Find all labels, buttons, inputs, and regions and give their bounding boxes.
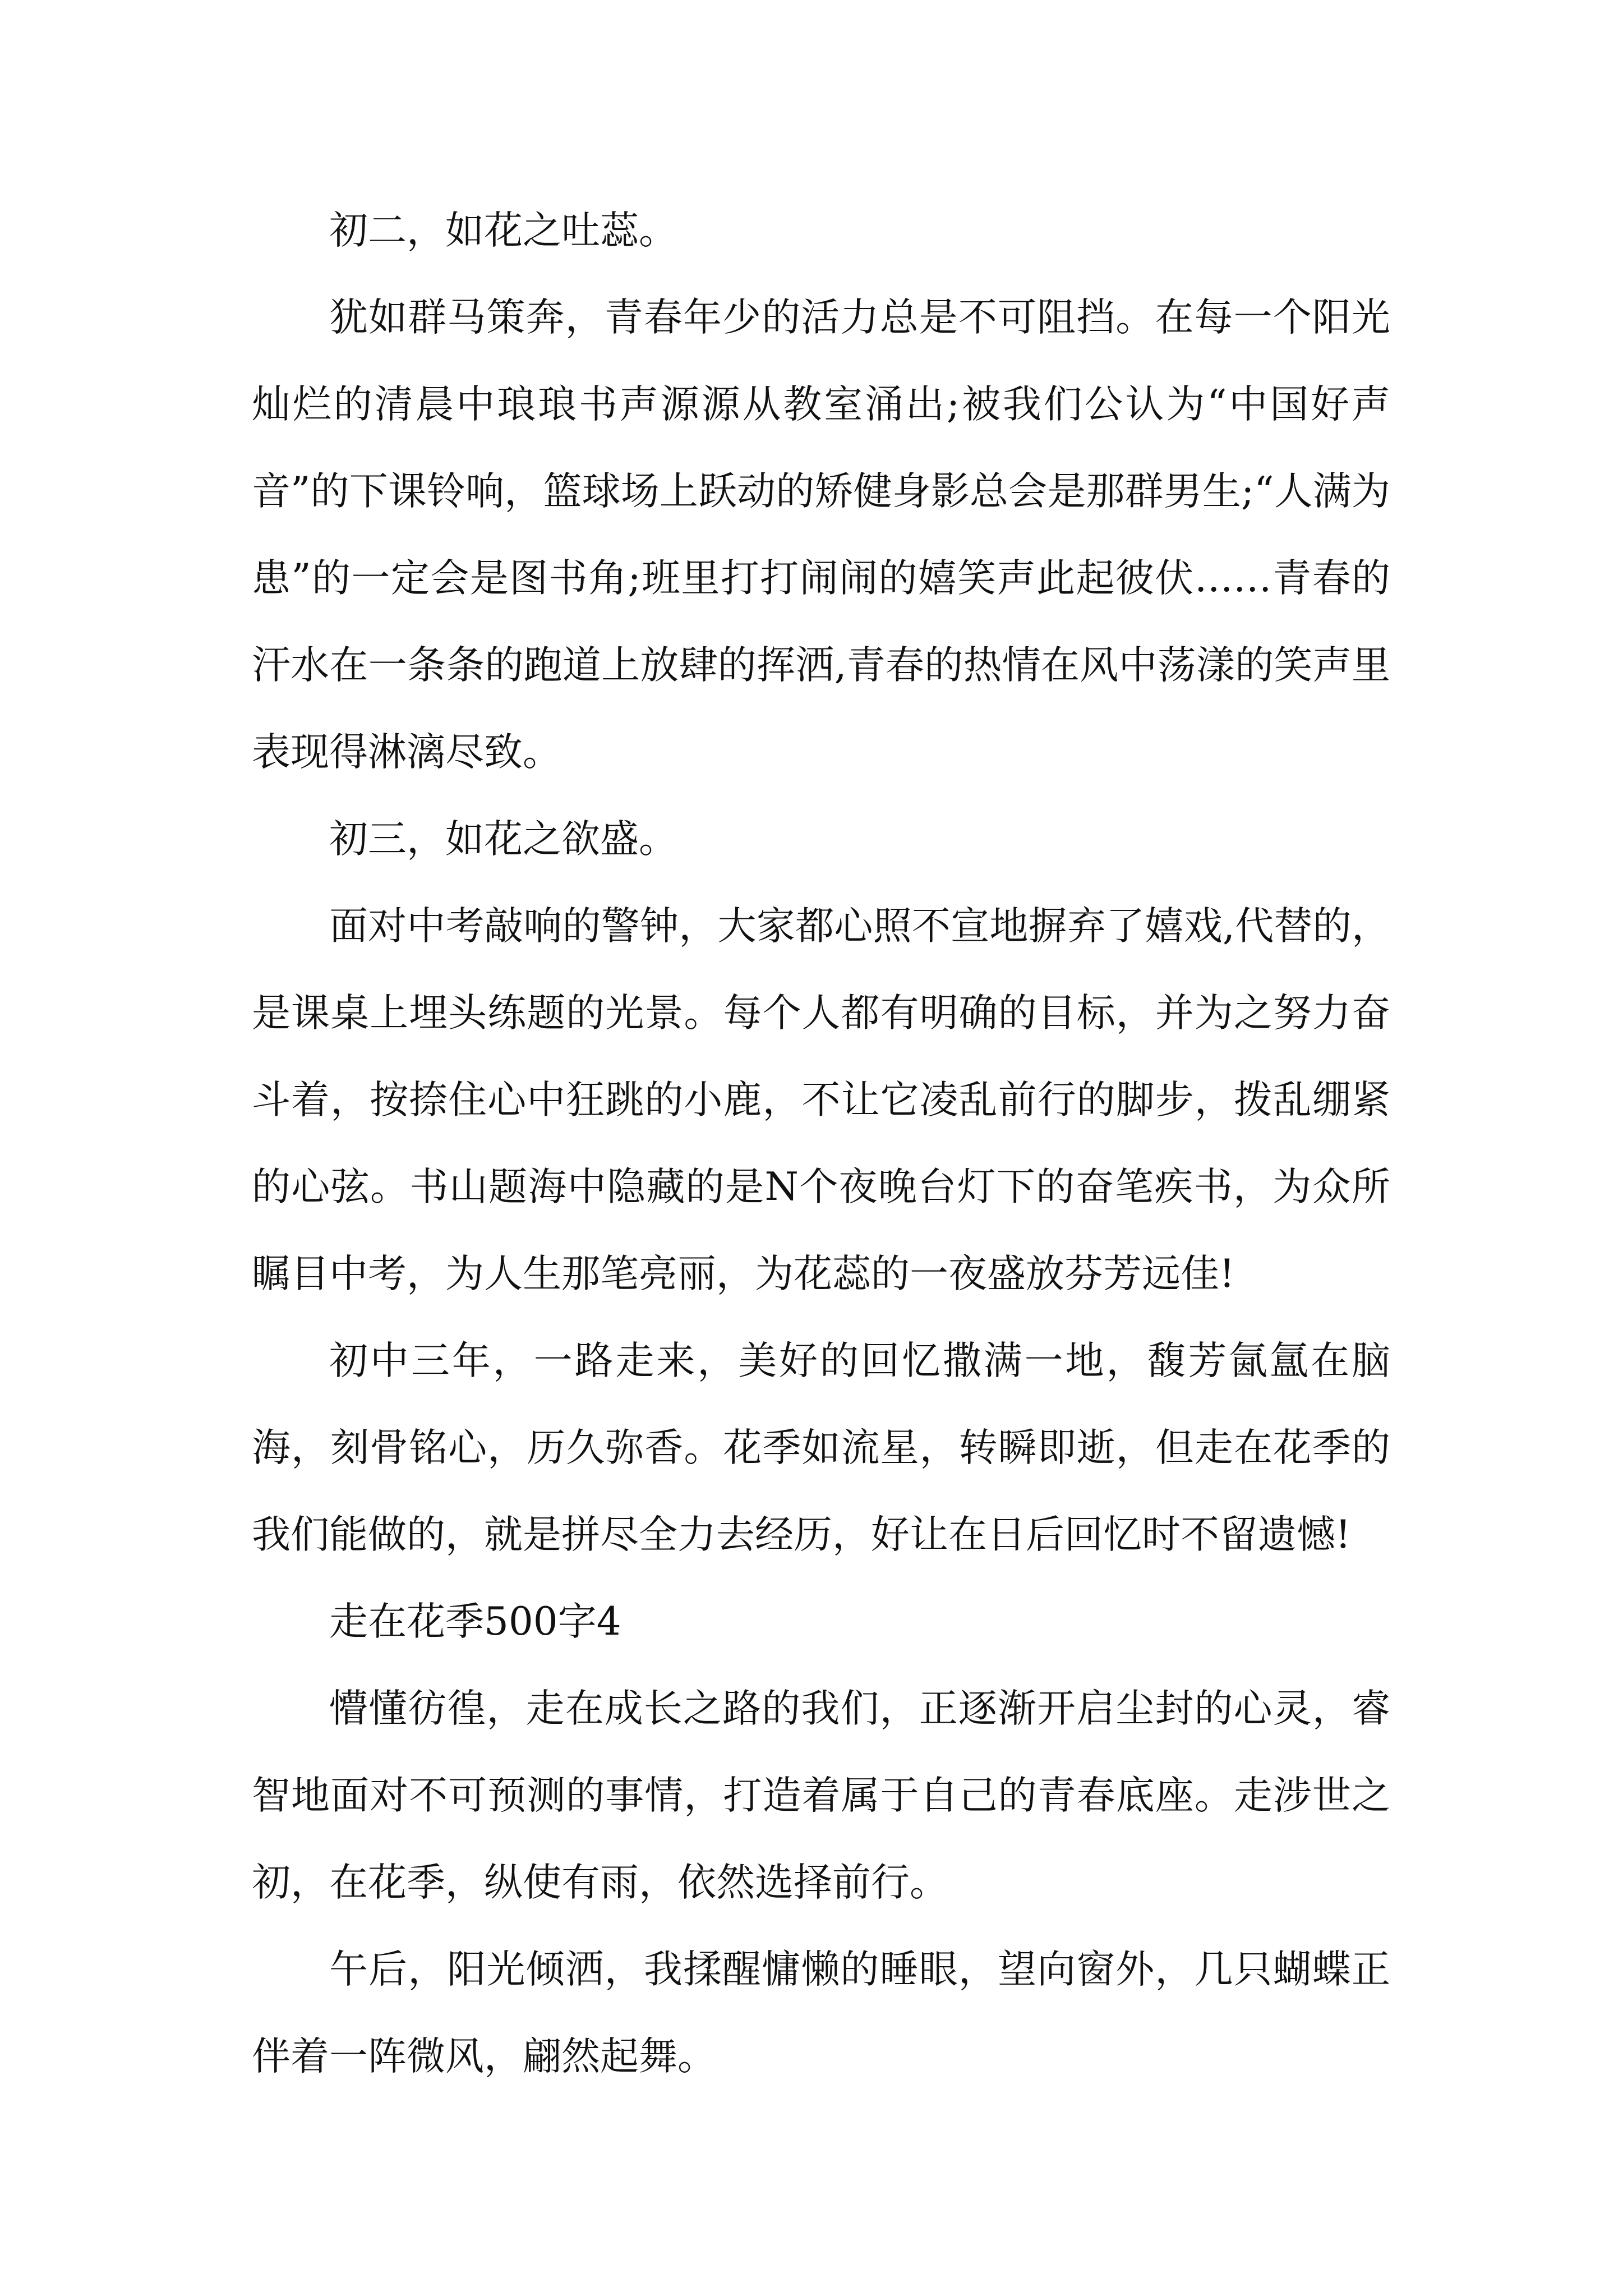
essay-body [252, 187, 1390, 2100]
paragraph-grade-three-body: 面对中考敲响的警钟，大家都心照不宣地摒弃了嬉戏,代替的，是课桌上埋头练题的光景。每个人都有明确的目标，并为之努力奋斗着，按捺住心中狂跳的小鹿，不让它凌乱前行的脚步，拨乱绷紧的心弦。书山题海中隐藏的是N个夜晚台灯下的奋笔疾书，为众所瞩目中考，为人生那笔亮丽，为花蕊的一夜盛放芬芳远佳! [252, 904, 1390, 1296]
paragraph-intro: 懵懂彷徨，走在成长之路的我们，正逐渐开启尘封的心灵，睿智地面对不可预测的事情，打造着属于自己的青春底座。走涉世之初，在花季，纵使有雨，依然选择前行。 [252, 1686, 1390, 1905]
paragraph-grade-two-body: 犹如群马策奔，青春年少的活力总是不可阻挡。在每一个阳光灿烂的清晨中琅琅书声源源从教室涌出;被我们公认为“中国好声音”的下课铃响，篮球场上跃动的矫健身影总会是那群男生;“人满为患”的一定会是图书角;班里打打闹闹的嬉笑声此起彼伏……青春的汗水在一条条的跑道上放肆的挥洒,青春的热情在风中荡漾的笑声里表现得淋漓尽致。 [252, 295, 1390, 775]
paragraph-afternoon: 午后，阳光倾洒，我揉醒慵懒的睡眼，望向窗外，几只蝴蝶正伴着一阵微风，翩然起舞。 [252, 1947, 1390, 2079]
paragraph-conclusion: 初中三年，一路走来，美好的回忆撒满一地，馥芳氤氲在脑海，刻骨铭心，历久弥香。花季如流星，转瞬即逝，但走在花季的我们能做的，就是拼尽全力去经历，好让在日后回忆时不留遗憾! [252, 1338, 1390, 1557]
essay-title: 走在花季500字4 [329, 1599, 621, 1644]
paragraph-heading-grade-two: 初二，如花之吐蕊。 [329, 208, 677, 253]
paragraph-heading-grade-three: 初三，如花之欲盛。 [329, 817, 677, 862]
